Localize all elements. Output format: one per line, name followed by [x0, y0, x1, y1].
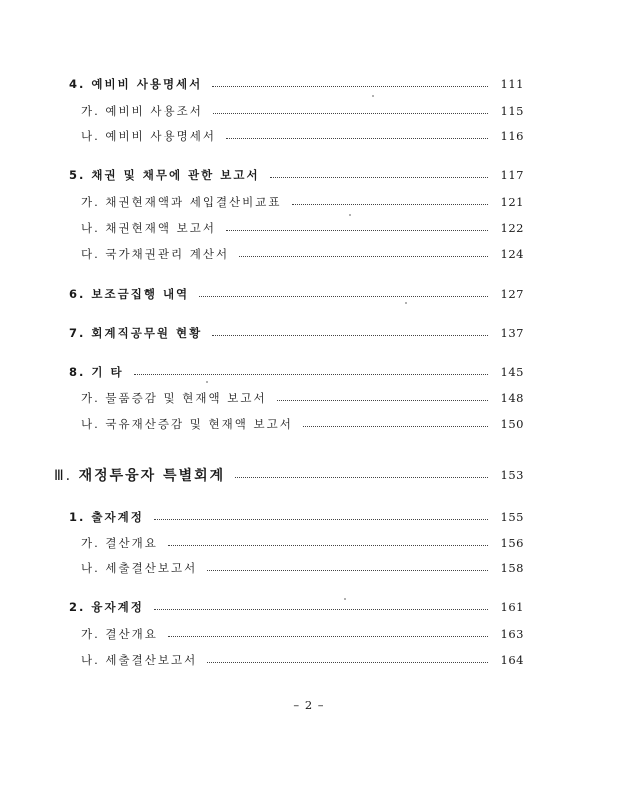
toc-page-number: 116	[500, 129, 524, 143]
dot-leader	[303, 425, 488, 427]
toc-entry	[0, 533, 618, 553]
toc-entry	[0, 558, 618, 578]
toc-entry	[0, 101, 618, 121]
toc-entry-label: 7. 회계직공무원 현황	[69, 326, 203, 340]
toc-entry	[0, 650, 618, 670]
toc-page-number: 111	[500, 77, 524, 91]
dot-leader	[168, 635, 488, 637]
toc-entry-label: 4. 예비비 사용명세서	[69, 77, 203, 91]
toc-entry	[0, 362, 618, 382]
dot-leader	[134, 373, 488, 375]
toc-entry	[0, 284, 618, 304]
toc-entry	[0, 507, 618, 527]
dot-leader	[226, 137, 488, 139]
dot-leader	[213, 112, 488, 114]
toc-entry	[0, 165, 618, 185]
toc-entry-label: 나. 예비비 사용명세서	[81, 129, 216, 143]
dot-leader	[207, 661, 488, 663]
dot-leader	[270, 176, 488, 178]
dot-leader	[154, 608, 488, 610]
toc-entry-label: 8. 기 타	[69, 365, 124, 379]
dot-leader	[154, 518, 488, 520]
toc-entry-label: 나. 세출결산보고서	[81, 653, 198, 667]
dot-leader	[292, 203, 489, 205]
toc-page-number: 137	[500, 326, 524, 340]
toc-entry	[0, 74, 618, 94]
toc-page-number: 158	[500, 561, 524, 575]
dot-leader	[168, 544, 488, 546]
toc-entry-label: 가. 결산개요	[81, 627, 158, 641]
toc-page-number: 122	[500, 221, 524, 235]
dot-leader	[226, 229, 488, 231]
page-number-footer: – 2 –	[293, 698, 325, 712]
toc-entry-label: 2. 융자계정	[69, 600, 144, 614]
toc-entry-label: 나. 채권현재액 보고서	[81, 221, 216, 235]
scan-speck	[405, 302, 407, 304]
toc-entry-label: 가. 결산개요	[81, 536, 158, 550]
toc-page-number: 117	[500, 168, 524, 182]
toc-entry-label: 1. 출자계정	[69, 510, 144, 524]
toc-entry-label: 나. 세출결산보고서	[81, 561, 198, 575]
dot-leader	[212, 334, 488, 336]
toc-page-number: 163	[500, 627, 524, 641]
toc-entry	[0, 414, 618, 434]
toc-entry	[0, 218, 618, 238]
toc-entry	[0, 624, 618, 644]
scan-speck	[372, 95, 374, 97]
toc-page-number: 161	[500, 600, 524, 614]
toc-chapter-entry	[0, 465, 618, 485]
scan-speck	[206, 381, 208, 383]
toc-entry-label: Ⅲ. 재정투융자 특별회계	[54, 468, 226, 484]
scan-speck	[349, 214, 351, 216]
toc-entry	[0, 323, 618, 343]
toc-page-number: 153	[500, 468, 524, 482]
dot-leader	[235, 476, 488, 478]
scan-speck	[344, 598, 346, 600]
toc-page-number: 155	[500, 510, 524, 524]
toc-entry	[0, 597, 618, 617]
toc-entry-label: 6. 보조금집행 내역	[69, 287, 190, 301]
dot-leader	[212, 85, 488, 87]
toc-entry-label: 5. 채권 및 채무에 관한 보고서	[69, 168, 260, 182]
toc-entry-label: 나. 국유재산증감 및 현재액 보고서	[81, 417, 293, 431]
dot-leader	[207, 569, 488, 571]
toc-entry-label: 가. 채권현재액과 세입결산비교표	[81, 195, 282, 209]
toc-entry	[0, 388, 618, 408]
toc-entry-label: 다. 국가채권관리 계산서	[81, 247, 230, 261]
toc-entry	[0, 126, 618, 146]
toc-page-number: 127	[500, 287, 524, 301]
toc-page-number: 148	[500, 391, 524, 405]
toc-entry	[0, 192, 618, 212]
toc-entry	[0, 244, 618, 264]
dot-leader	[239, 255, 488, 257]
toc-page-number: 124	[500, 247, 524, 261]
toc-page-number: 156	[500, 536, 524, 550]
toc-page-number: 115	[500, 104, 524, 118]
dot-leader	[199, 295, 488, 297]
toc-page-number: 121	[500, 195, 524, 209]
toc-page-number: 145	[500, 365, 524, 379]
dot-leader	[277, 399, 488, 401]
toc-entry-label: 가. 예비비 사용조서	[81, 104, 203, 118]
toc-page-number: 164	[500, 653, 524, 667]
toc-entry-label: 가. 물품증감 및 현재액 보고서	[81, 391, 267, 405]
toc-page-number: 150	[500, 417, 524, 431]
